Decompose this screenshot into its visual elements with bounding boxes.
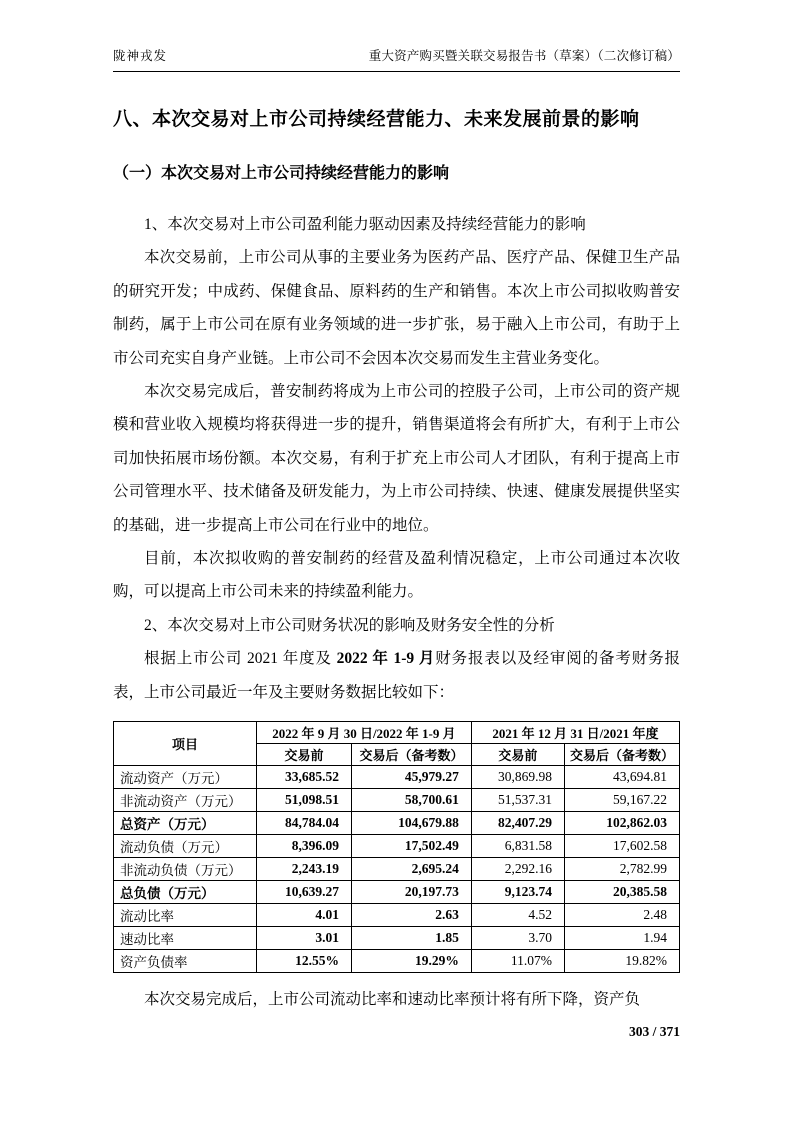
- cell-value: 51,537.31: [471, 789, 564, 812]
- cell-value: 12.55%: [256, 950, 351, 973]
- row-label: 资产负债率: [114, 950, 257, 973]
- column-group-2021: 2021 年 12 月 31 日/2021 年度: [471, 722, 679, 744]
- subsection-title: （一）本次交易对上市公司持续经营能力的影响: [113, 165, 450, 182]
- column-group-2022: 2022 年 9 月 30 日/2022 年 1-9 月: [256, 722, 471, 744]
- cell-value: 17,502.49: [352, 835, 472, 858]
- column-header-pre-2021: 交易前: [471, 744, 564, 766]
- paragraph-business-before: 本次交易前，上市公司从事的主要业务为医药产品、医疗产品、保健卫生产品的研究开发；中成药、保健食品、原料药的生产和销售。本次上市公司拟收购普安制药，属于上市公司在原有业务领域的进一步扩张，易于融入上市公司，有助于上市公司充实自身产业链。上市公司不会因本次交易而发生主营业务变化。: [113, 249, 680, 367]
- financial-comparison-table: [113, 721, 680, 973]
- cell-value: 8,396.09: [256, 835, 351, 858]
- row-label: 流动比率: [114, 904, 257, 927]
- cell-value: 3.70: [471, 927, 564, 950]
- cell-value: 104,679.88: [352, 812, 472, 835]
- cell-value: 1.94: [564, 927, 679, 950]
- row-label: 非流动资产（万元）: [114, 789, 257, 812]
- cell-value: 6,831.58: [471, 835, 564, 858]
- cell-value: 51,098.51: [256, 789, 351, 812]
- column-header-pre-2022: 交易前: [256, 744, 351, 766]
- cell-value: 17,602.58: [564, 835, 679, 858]
- column-header-post-2021: 交易后（备考数）: [564, 744, 679, 766]
- table-row: [114, 789, 680, 812]
- paragraph-item-2: 2、本次交易对上市公司财务状况的影响及财务安全性的分析: [144, 616, 555, 634]
- paragraph-item-1: 1、本次交易对上市公司盈利能力驱动因素及持续经营能力的影响: [144, 216, 586, 233]
- row-label: 流动负债（万元）: [114, 835, 257, 858]
- cell-value: 2.48: [564, 904, 679, 927]
- cell-value: 4.01: [256, 904, 351, 927]
- page-header: [113, 46, 680, 72]
- cell-value: 19.82%: [564, 950, 679, 973]
- paragraph-table-intro: [113, 642, 680, 709]
- table-row: [114, 950, 680, 973]
- section-title: 八、本次交易对上市公司持续经营能力、未来发展前景的影响: [113, 109, 640, 130]
- cell-value: 2,243.19: [256, 858, 351, 881]
- paragraph-after-transaction: 本次交易完成后，普安制药将成为上市公司的控股子公司，上市公司的资产规模和营业收入规模均将获得进一步的提升，销售渠道将会有所扩大，有利于上市公司加快拓展市场份额。本次交易，有利于扩充上市公司人才团队，有利于提高上市公司管理水平、技术储备及研发能力，为上市公司持续、快速、健康发展提供坚实的基础，进一步提高上市公司在行业中的地位。: [113, 383, 680, 534]
- header-doc-title: 重大资产购买暨关联交易报告书（草案）（二次修订稿）: [368, 49, 680, 63]
- table-intro-text: 根据上市公司 2021 年度及: [144, 650, 337, 668]
- cell-value: 102,862.03: [564, 812, 679, 835]
- table-row-total-assets: [114, 812, 680, 835]
- cell-value: 20,385.58: [564, 881, 679, 904]
- column-header-item: 项目: [114, 722, 257, 766]
- cell-value: 20,197.73: [352, 881, 472, 904]
- table-row: [114, 835, 680, 858]
- row-label: 流动资产（万元）: [114, 766, 257, 789]
- cell-value: 84,784.04: [256, 812, 351, 835]
- table-intro-text-cont: 财务报表以及经审阅的备考财务报表，上市公司最近一年及主要财务数据比较如下：: [113, 650, 680, 701]
- table-row: [114, 858, 680, 881]
- paragraph-profitability: 目前，本次拟收购的普安制药的经营及盈利情况稳定，上市公司通过本次收购，可以提高上市公司未来的持续盈利能力。: [113, 550, 680, 601]
- table-row: [114, 927, 680, 950]
- table-intro-bold-period: 2022 年 1-9 月: [336, 650, 436, 668]
- cell-value: 30,869.98: [471, 766, 564, 789]
- page-number: 303 / 371: [628, 1024, 680, 1039]
- table-header-row-groups: [114, 722, 680, 744]
- cell-value: 2,292.16: [471, 858, 564, 881]
- table-row-total-liabilities: [114, 881, 680, 904]
- cell-value: 2,695.24: [352, 858, 472, 881]
- cell-value: 33,685.52: [256, 766, 351, 789]
- paragraph-conclusion: 本次交易完成后，上市公司流动比率和速动比率预计将有所下降，资产负: [144, 991, 641, 1009]
- cell-value: 45,979.27: [352, 766, 472, 789]
- column-header-post-2022: 交易后（备考数）: [352, 744, 472, 766]
- row-label: 总负债（万元）: [114, 881, 257, 904]
- cell-value: 11.07%: [471, 950, 564, 973]
- cell-value: 3.01: [256, 927, 351, 950]
- cell-value: 2,782.99: [564, 858, 679, 881]
- row-label: 总资产（万元）: [114, 812, 257, 835]
- cell-value: 59,167.22: [564, 789, 679, 812]
- table-row: [114, 904, 680, 927]
- cell-value: 58,700.61: [352, 789, 472, 812]
- cell-value: 4.52: [471, 904, 564, 927]
- row-label: 非流动负债（万元）: [114, 858, 257, 881]
- cell-value: 10,639.27: [256, 881, 351, 904]
- header-company-name: 陇神戎发: [113, 49, 168, 63]
- cell-value: 82,407.29: [471, 812, 564, 835]
- cell-value: 2.63: [352, 904, 472, 927]
- cell-value: 19.29%: [352, 950, 472, 973]
- cell-value: 9,123.74: [471, 881, 564, 904]
- row-label: 速动比率: [114, 927, 257, 950]
- cell-value: 1.85: [352, 927, 472, 950]
- cell-value: 43,694.81: [564, 766, 679, 789]
- table-row: [114, 766, 680, 789]
